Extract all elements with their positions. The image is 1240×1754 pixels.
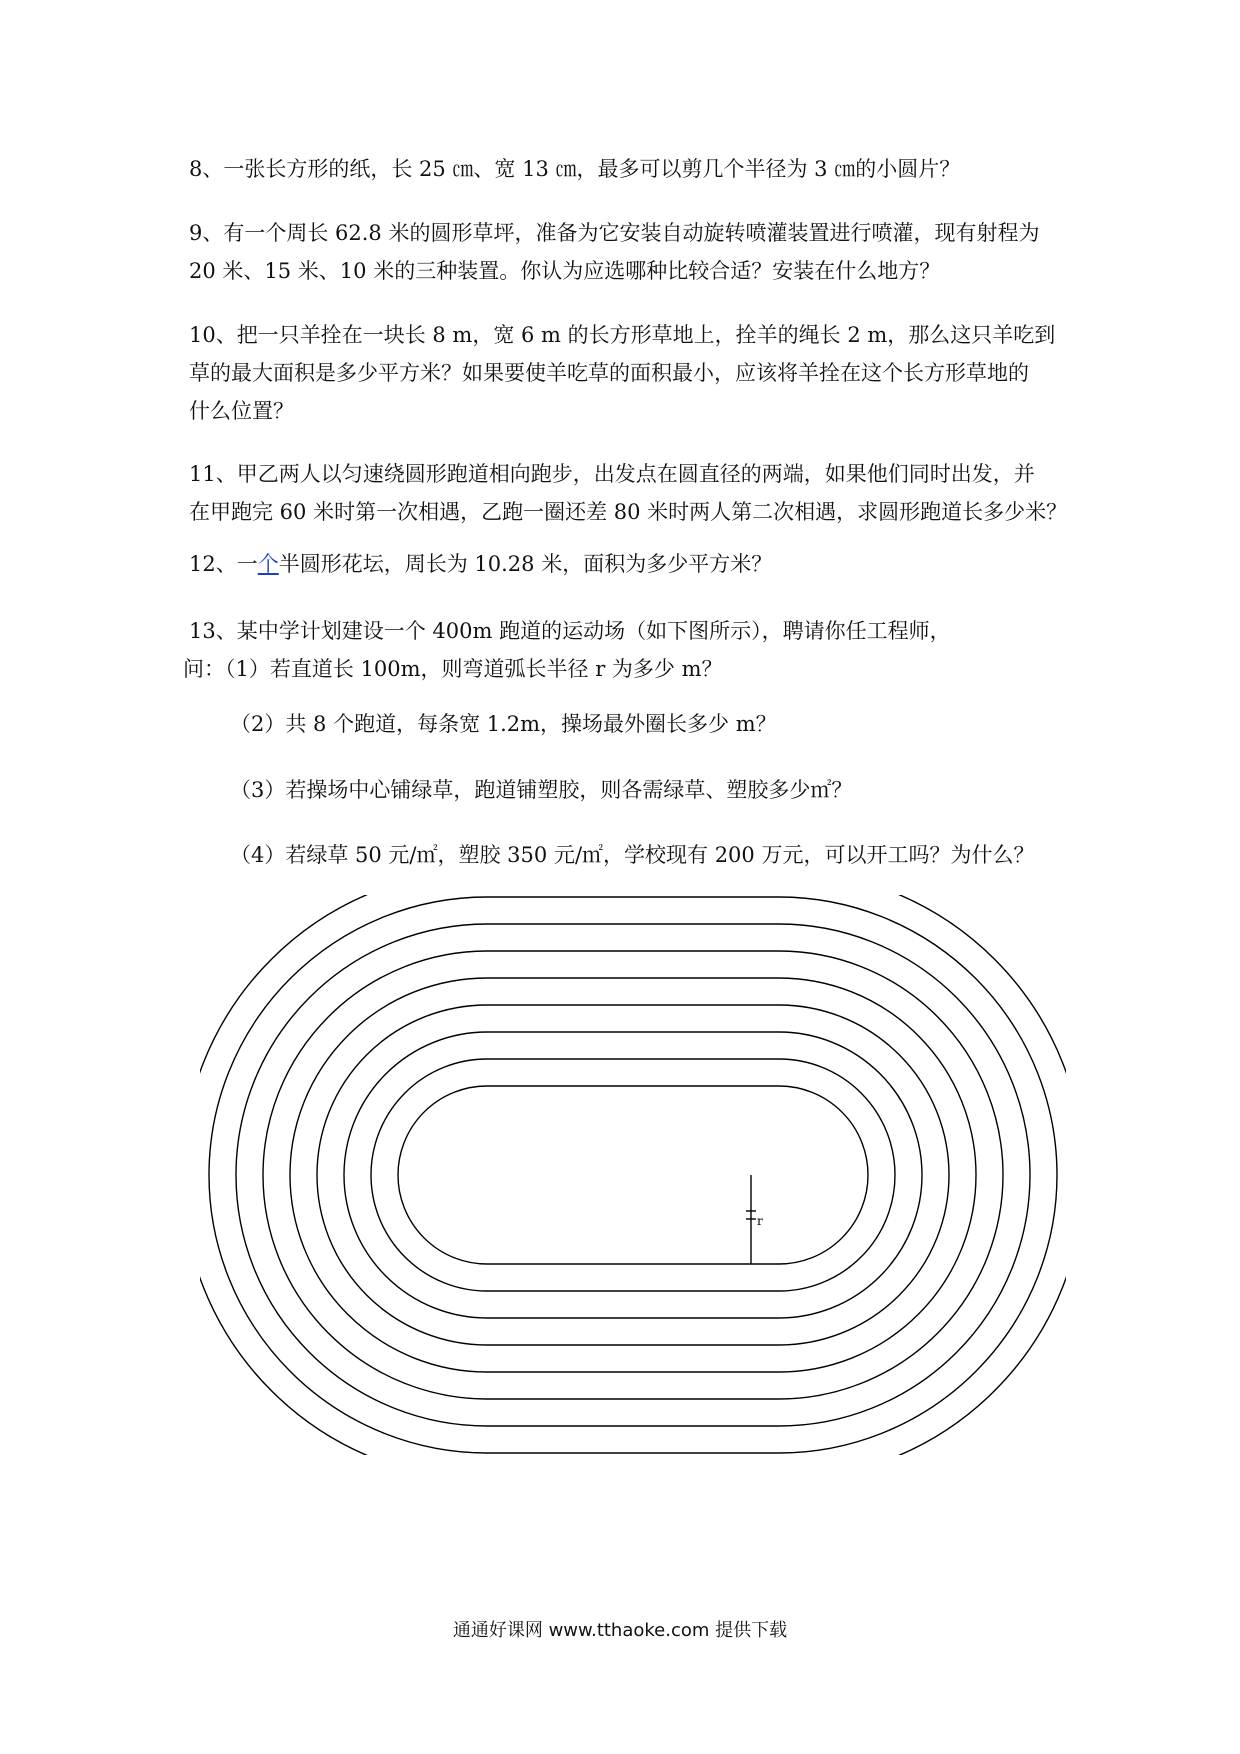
radius-marker xyxy=(746,1175,763,1264)
question-13-line-2: 问：（1）若直道长 100m，则弯道弧长半径 r 为多少 m？ xyxy=(183,657,723,681)
question-9-line-1: 9、有一个周长 62.8 米的圆形草坪，准备为它安装自动旋转喷灌装置进行喷灌，现有射程为 xyxy=(189,221,1040,245)
lane-line-1 xyxy=(398,1086,868,1264)
lane-line-3 xyxy=(344,1032,922,1318)
question-9 xyxy=(189,214,1069,290)
lane-line-8 xyxy=(209,897,1057,1453)
question-10-line-1: 10、把一只羊拴在一块长 8 m，宽 6 m 的长方形草地上，拴羊的绳长 2 m，那么这只羊吃到 xyxy=(189,323,1056,347)
question-12-line xyxy=(189,545,1069,583)
question-9-line-2: 20 米、15 米、10 米的三种装置。你认为应选哪种比较合适？安装在什么地方？ xyxy=(189,259,941,283)
question-12-prefix: 12、一 xyxy=(189,552,258,576)
lane-line-4 xyxy=(317,1005,949,1345)
question-10 xyxy=(189,316,1069,430)
question-11-line-2: 在甲跑完 60 米时第一次相遇，乙跑一圈还差 80 米时两人第二次相遇，求圆形跑道长多少米？ xyxy=(189,500,1068,524)
page-footer: 通通好课网 www.tthaoke.com 提供下载 xyxy=(452,1620,788,1641)
lane-line-6 xyxy=(263,951,1003,1399)
question-10-line-3: 什么位置？ xyxy=(189,399,294,423)
question-13-sub-2: （2）共 8 个跑道，每条宽 1.2m，操场最外圈长多少 m？ xyxy=(230,712,777,736)
question-13-line-1: 13、某中学计划建设一个 400m 跑道的运动场（如下图所示），聘请你任工程师， xyxy=(189,619,951,643)
question-10-line-2: 草的最大面积是多少平方米？如果要使羊吃草的面积最小，应该将羊拴在这个长方形草地的 xyxy=(189,361,1029,385)
question-8-line-1: 8、一张长方形的纸，长 25 ㎝、宽 13 ㎝，最多可以剪几个半径为 3 ㎝的小圆片？ xyxy=(189,157,961,181)
question-13 xyxy=(183,612,1069,688)
question-12 xyxy=(189,545,1069,583)
question-11-line-1: 11、甲乙两人以匀速绕圆形跑道相向跑步，出发点在圆直径的两端，如果他们同时出发，并 xyxy=(189,462,1035,486)
lane-line-7 xyxy=(236,924,1030,1426)
question-11 xyxy=(189,455,1069,531)
lane-line-5 xyxy=(290,978,976,1372)
question-12-link[interactable]: 个 xyxy=(257,552,279,576)
question-13-sub-4: （4）若绿草 50 元/㎡，塑胶 350 元/㎡，学校现有 200 万元，可以开工吗？为什么？ xyxy=(230,843,1035,867)
question-8 xyxy=(189,150,1069,188)
running-track-figure xyxy=(200,895,1066,1455)
track-lanes xyxy=(200,895,1066,1455)
radius-label: r xyxy=(757,1214,763,1228)
question-13-sub-3: （3）若操场中心铺绿草，跑道铺塑胶，则各需绿草、塑胶多少㎡？ xyxy=(230,778,853,802)
question-12-suffix: 半圆形花坛，周长为 10.28 米，面积为多少平方米？ xyxy=(278,552,773,576)
